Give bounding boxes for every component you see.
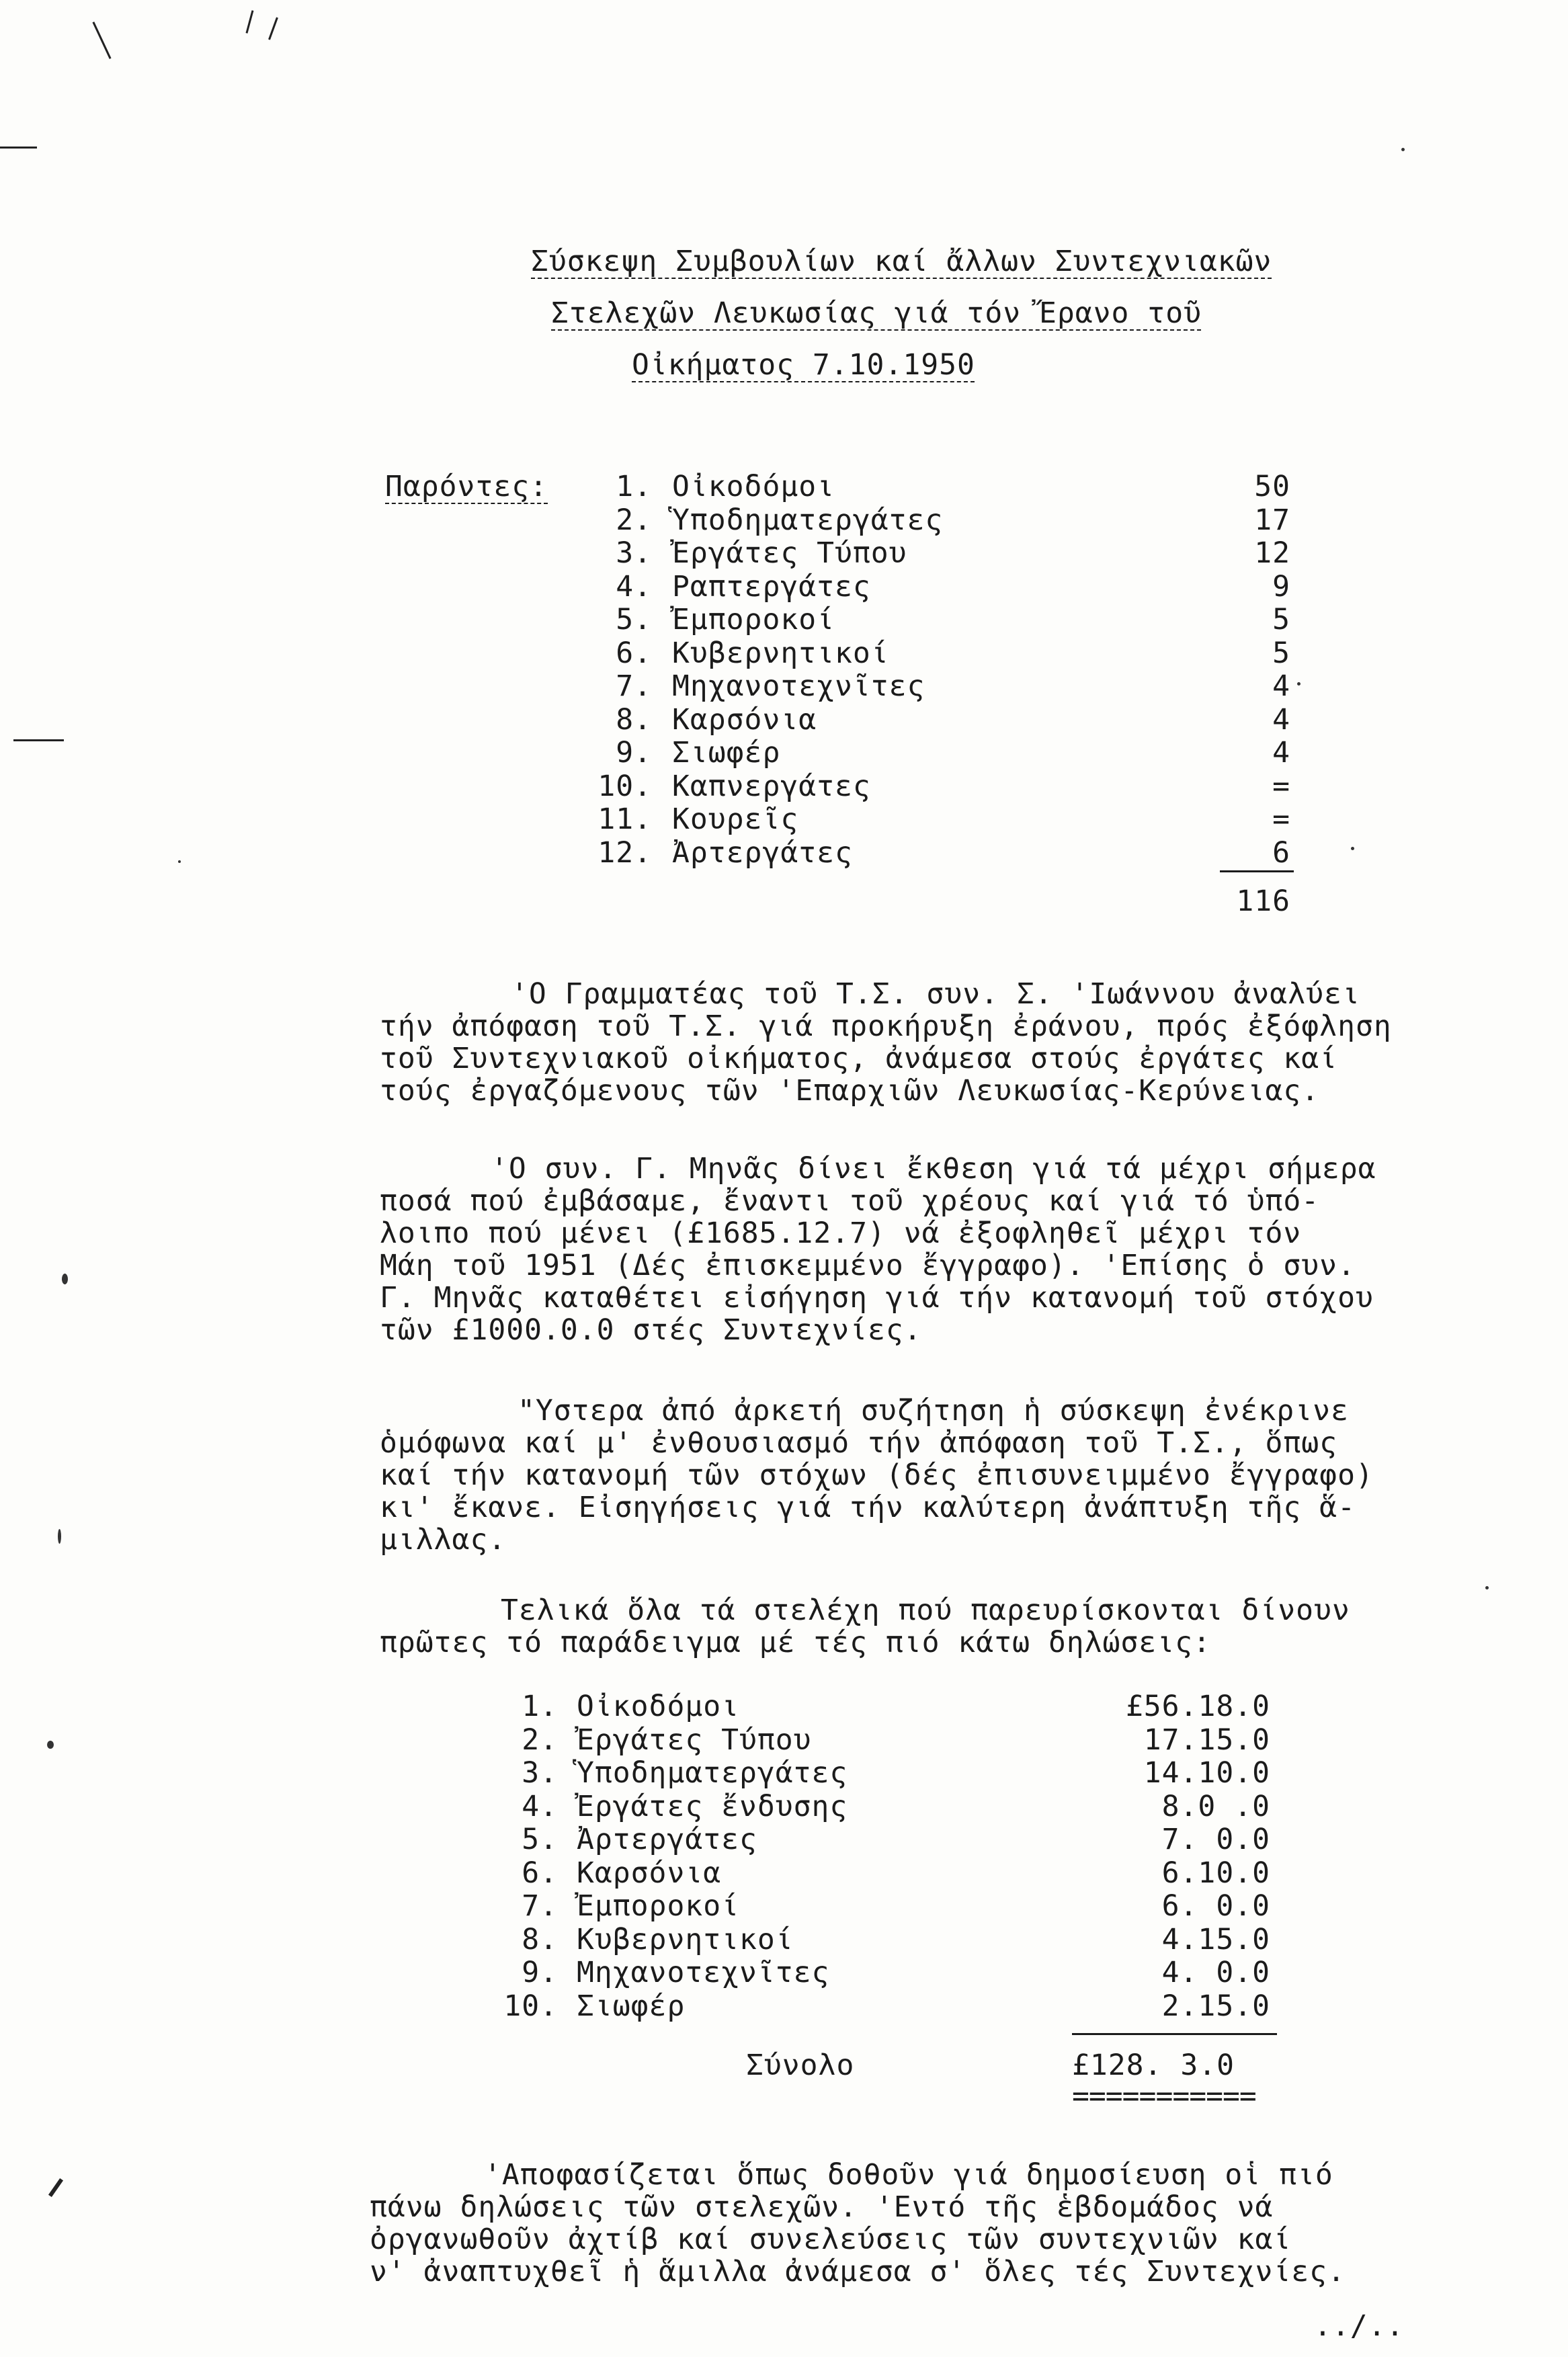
attendance-count: = bbox=[1272, 769, 1290, 803]
paragraph-line: τοῦ Συντεχνιακοῦ οἰκήματος, ἀνάμεσα στούς ἐργάτες καί bbox=[380, 1042, 1338, 1075]
paragraph-line: μιλλας. bbox=[380, 1523, 507, 1557]
pledge-union-name: Ἐργάτες ἔνδυσης bbox=[577, 1789, 848, 1823]
attendance-union-name: Ὑποδηματεργάτες bbox=[672, 503, 944, 537]
attendance-union-name: Ἐργάτες Τύπου bbox=[672, 536, 907, 570]
attendance-union-name: Ἀρτεργάτες bbox=[672, 835, 853, 870]
paragraph-line: ποσά πού ἐμβάσαμε, ἔναντι τοῦ χρέους καί γιά τό ὑπό- bbox=[380, 1184, 1320, 1218]
attendance-count: 5 bbox=[1272, 603, 1290, 636]
pledge-number: 1. bbox=[522, 1690, 558, 1723]
attendance-number: 4. bbox=[616, 569, 652, 604]
attendance-number: 7. bbox=[616, 669, 652, 703]
paragraph-line: 'Ο Γραμματέας τοῦ Τ.Σ. συν. Σ. 'Ιωάννου ἀναλύει bbox=[511, 977, 1360, 1011]
attendance-number: 5. bbox=[616, 603, 652, 636]
paragraph-line: Μάη τοῦ 1951 (Δές ἐπισκεμμένο ἔγγραφο). 'Επίσης ὁ συν. bbox=[380, 1249, 1356, 1282]
scan-speck bbox=[178, 860, 181, 863]
paragraph-line: κι' ἔκανε. Εἰσηγήσεις γιά τήν καλύτερη ἀνάπτυξη τῆς ἅ- bbox=[380, 1491, 1356, 1524]
pledge-amount: 7. 0.0 bbox=[1161, 1823, 1270, 1856]
scan-mark bbox=[0, 147, 37, 149]
title-line-2: Στελεχῶν Λευκωσίας γιά τόν Ἔρανο τοῦ bbox=[551, 296, 1202, 330]
pledge-union-name: Ὑποδηματεργάτες bbox=[577, 1756, 848, 1790]
pledge-amount: 2.15.0 bbox=[1161, 1989, 1270, 2023]
attendance-union-name: Κυβερνητικοί bbox=[672, 636, 889, 670]
attendance-count: 50 bbox=[1254, 470, 1290, 503]
attendance-count: 4 bbox=[1272, 669, 1290, 703]
pledge-amount: 6. 0.0 bbox=[1161, 1889, 1270, 1923]
pledge-number: 5. bbox=[522, 1823, 558, 1856]
pledge-union-name: Καρσόνια bbox=[577, 1856, 722, 1890]
attendance-count: 4 bbox=[1272, 736, 1290, 770]
attendance-number: 10. bbox=[597, 769, 652, 803]
scan-mark bbox=[268, 17, 278, 40]
pledge-number: 9. bbox=[522, 1956, 558, 1989]
pledge-union-name: Οἰκοδόμοι bbox=[577, 1690, 739, 1723]
attendance-union-name: Οἰκοδόμοι bbox=[672, 470, 835, 503]
pledge-amount: 8.0 .0 bbox=[1161, 1789, 1270, 1823]
paragraph-line: πάνω δηλώσεις τῶν στελεχῶν. 'Εντό τῆς ἑβδομάδος νά bbox=[370, 2190, 1274, 2224]
attendance-total: 116 bbox=[1236, 884, 1290, 918]
paragraph-line: Τελικά ὅλα τά στελέχη πού παρευρίσκονται δίνουν bbox=[501, 1594, 1350, 1627]
scan-speck bbox=[1485, 1586, 1489, 1589]
scan-speck bbox=[1297, 682, 1301, 686]
pledge-total-label: Σύνολο bbox=[746, 2049, 855, 2082]
paragraph-line: πρῶτες τό παράδειγμα μέ τές πιό κάτω δηλώσεις: bbox=[380, 1626, 1211, 1659]
title-line-3: Οἰκήματος 7.10.1950 bbox=[632, 348, 975, 382]
scan-speck bbox=[58, 1529, 61, 1544]
scan-speck bbox=[1401, 148, 1405, 151]
pledge-number: 4. bbox=[522, 1789, 558, 1823]
pledge-amount: 17.15.0 bbox=[1143, 1723, 1270, 1757]
pledge-double-rule: =========== bbox=[1072, 2079, 1256, 2113]
attendance-number: 6. bbox=[616, 636, 652, 670]
pledge-union-name: Σιωφέρ bbox=[577, 1989, 686, 2023]
attendance-count: 12 bbox=[1254, 536, 1290, 570]
attendance-count: 5 bbox=[1272, 636, 1290, 670]
pledge-amount: 4. 0.0 bbox=[1161, 1956, 1270, 1989]
pledge-union-name: Μηχανοτεχνῖτες bbox=[577, 1956, 830, 1989]
scan-mark bbox=[92, 22, 111, 59]
attendance-count: = bbox=[1272, 802, 1290, 836]
paragraph-line: καί τήν κατανομή τῶν στόχων (δές ἐπισυνειμμένο ἔγγραφο) bbox=[380, 1458, 1374, 1492]
paragraph-line: τούς ἐργαζόμενους τῶν 'Επαρχιῶν Λευκωσίας-Κερύνειας. bbox=[380, 1074, 1320, 1108]
pledge-number: 2. bbox=[522, 1723, 558, 1757]
pledge-number: 7. bbox=[522, 1889, 558, 1923]
paragraph-line: τήν ἀπόφαση τοῦ Τ.Σ. γιά προκήρυξη ἐράνου, πρός ἐξόφληση bbox=[380, 1009, 1392, 1043]
attendance-union-name: Καπνεργάτες bbox=[672, 769, 871, 803]
scan-mark bbox=[13, 739, 64, 741]
scan-mark bbox=[246, 10, 254, 34]
pledge-union-name: Ἐμποροκοί bbox=[577, 1889, 739, 1923]
attendance-count: 4 bbox=[1272, 702, 1290, 737]
attendance-union-name: Ραπτεργάτες bbox=[672, 569, 871, 604]
paragraph-line: τῶν £1000.0.0 στές Συντεχνίες. bbox=[380, 1313, 922, 1347]
paragraph-line: Γ. Μηνᾶς καταθέτει εἰσήγηση γιά τήν κατανομή τοῦ στόχου bbox=[380, 1281, 1374, 1315]
pledge-amount: 14.10.0 bbox=[1143, 1756, 1270, 1790]
pledge-union-name: Κυβερνητικοί bbox=[577, 1922, 794, 1956]
attendance-union-name: Καρσόνια bbox=[672, 702, 817, 737]
attendance-number: 12. bbox=[597, 835, 652, 870]
scan-speck bbox=[1351, 847, 1354, 850]
attendance-number: 11. bbox=[597, 802, 652, 836]
title-line-1: Σύσκεψη Συμβουλίων καί ἄλλων Συντεχνιακῶν bbox=[531, 245, 1272, 278]
scan-speck bbox=[47, 1741, 54, 1749]
attendance-number: 9. bbox=[616, 736, 652, 770]
pledge-number: 6. bbox=[522, 1856, 558, 1890]
pledge-total: £128. 3.0 bbox=[1072, 2049, 1235, 2082]
attendance-union-name: Κουρεῖς bbox=[672, 802, 799, 836]
pledge-number: 10. bbox=[503, 1989, 558, 2023]
paragraph-line: 'Αποφασίζεται ὅπως δοθοῦν γιά δημοσίευση οἱ πιό bbox=[484, 2158, 1333, 2192]
pledge-number: 3. bbox=[522, 1756, 558, 1790]
pledge-union-name: Ἐργάτες Τύπου bbox=[577, 1723, 812, 1757]
paragraph-line: 'Ο συν. Γ. Μηνᾶς δίνει ἔκθεση γιά τά μέχρι σήμερα bbox=[491, 1152, 1376, 1186]
attendance-number: 1. bbox=[616, 470, 652, 503]
attendance-count: 6 bbox=[1272, 835, 1290, 870]
paragraph-line: "Υστερα ἀπό ἀρκετή συζήτηση ἡ σύσκεψη ἐνέκρινε bbox=[518, 1394, 1349, 1428]
page-continuation-mark: ../.. bbox=[1314, 2309, 1405, 2343]
attendance-number: 8. bbox=[616, 702, 652, 737]
attendance-union-name: Μηχανοτεχνῖτες bbox=[672, 669, 925, 703]
pledge-number: 8. bbox=[522, 1922, 558, 1956]
pledge-amount: 6.10.0 bbox=[1161, 1856, 1270, 1890]
scan-mark bbox=[48, 2178, 63, 2197]
attendance-number: 3. bbox=[616, 536, 652, 570]
paragraph-line: ὁμόφωνα καί μ' ἐνθουσιασμό τήν ἀπόφαση τοῦ Τ.Σ., ὅπως bbox=[380, 1426, 1338, 1460]
attendance-union-name: Ἐμποροκοί bbox=[672, 603, 835, 636]
paragraph-line: ν' ἀναπτυχθεῖ ἡ ἅμιλλα ἀνάμεσα σ' ὅλες τές Συντεχνίες. bbox=[370, 2255, 1346, 2288]
attendance-total-rule bbox=[1220, 870, 1294, 872]
attendance-union-name: Σιωφέρ bbox=[672, 736, 781, 770]
pledge-amount: £56.18.0 bbox=[1125, 1690, 1270, 1723]
scan-speck bbox=[62, 1274, 68, 1284]
attendance-count: 9 bbox=[1272, 569, 1290, 604]
pledge-sum-rule bbox=[1072, 2033, 1277, 2035]
pledge-amount: 4.15.0 bbox=[1161, 1922, 1270, 1956]
attendance-label: Παρόντες: bbox=[385, 470, 548, 503]
attendance-number: 2. bbox=[616, 503, 652, 537]
paragraph-line: λοιπο πού μένει (£1685.12.7) νά ἐξοφληθεῖ μέχρι τόν bbox=[380, 1216, 1302, 1250]
attendance-count: 17 bbox=[1254, 503, 1290, 537]
paragraph-line: ὀργανωθοῦν ἀχτίβ καί συνελεύσεις τῶν συντεχνιῶν καί bbox=[370, 2223, 1292, 2256]
pledge-union-name: Ἀρτεργάτες bbox=[577, 1823, 757, 1856]
